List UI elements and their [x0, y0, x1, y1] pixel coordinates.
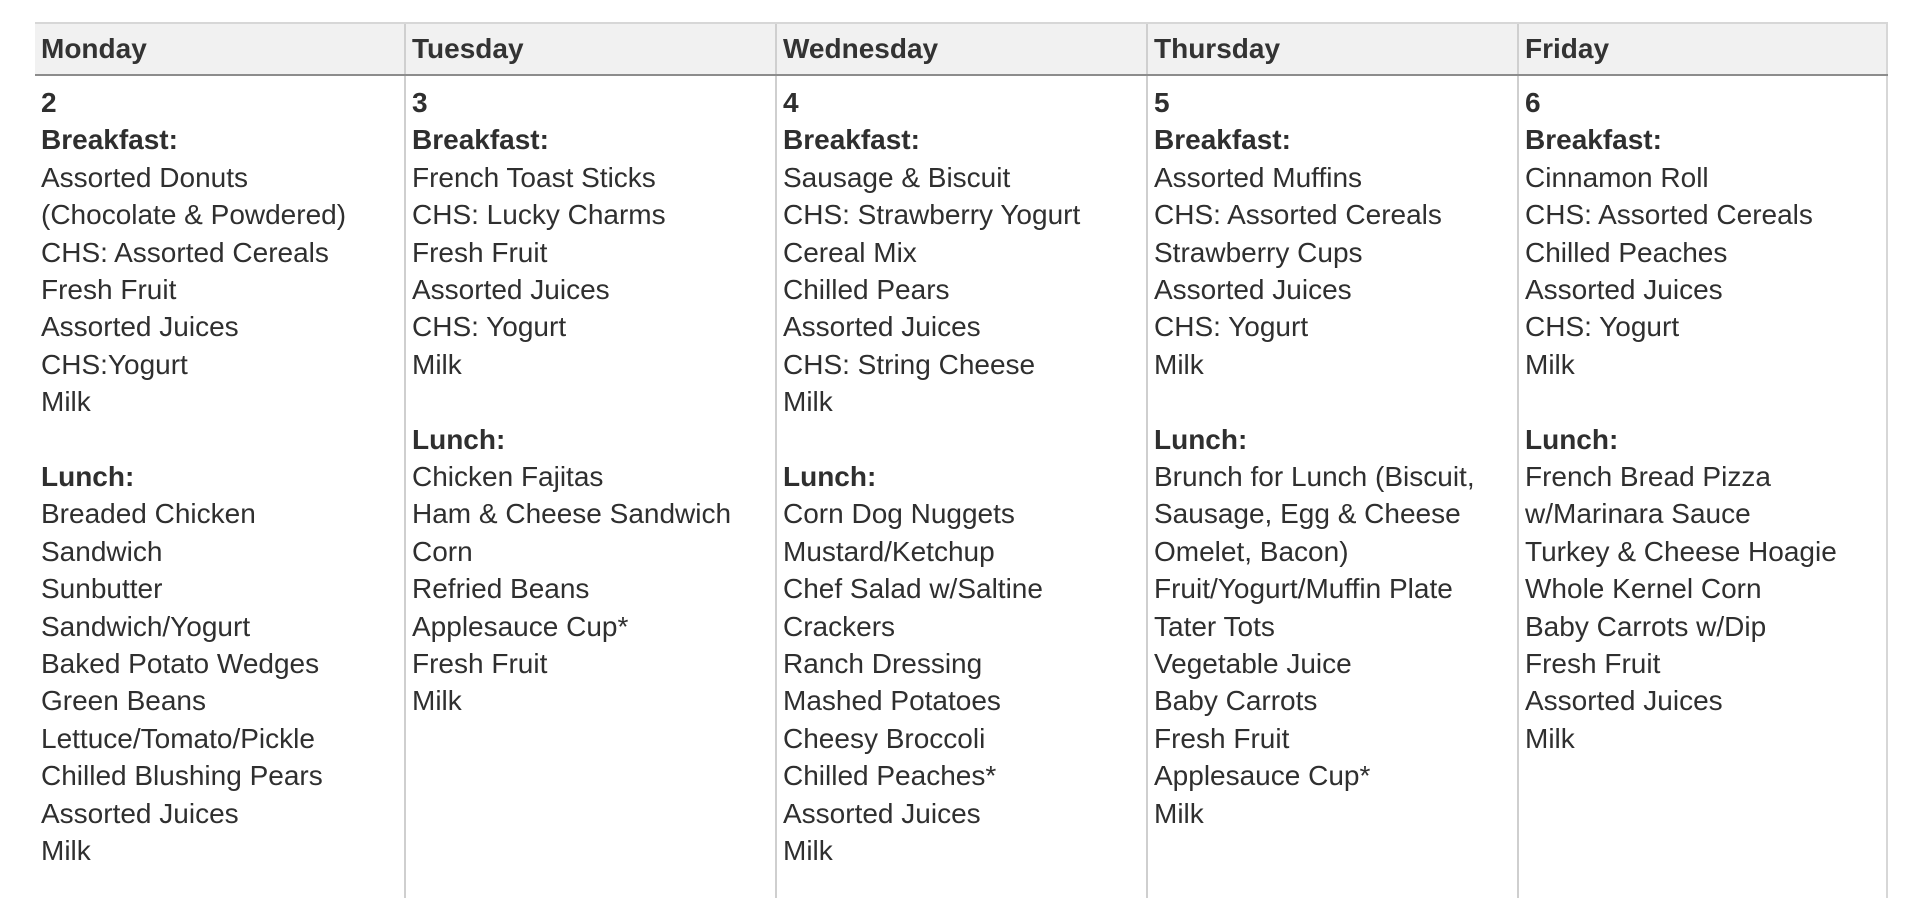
day-cell-monday — [35, 76, 406, 898]
header-wednesday: Wednesday — [777, 24, 1148, 74]
date-number: 6 — [1525, 87, 1541, 118]
breakfast-item: Fresh Fruit — [41, 274, 177, 306]
meal-spacer — [412, 383, 775, 420]
lunch-item: Lettuce/Tomato/Pickle — [41, 722, 315, 754]
breakfast-item: French Toast Sticks — [412, 161, 656, 193]
date-number: 3 — [412, 87, 428, 118]
lunch-item: Chicken Fajitas — [412, 461, 604, 493]
lunch-item: Assorted Juices — [1525, 685, 1723, 717]
day-cell-friday — [1519, 76, 1888, 898]
weekly-menu-table — [35, 22, 1888, 898]
lunch-item: Corn Dog Nuggets — [783, 498, 1015, 530]
date-number: 2 — [41, 87, 57, 118]
breakfast-item: Assorted Juices — [1154, 274, 1352, 306]
lunch-item: Baked Potato Wedges — [41, 648, 320, 680]
breakfast-item: Sausage & Biscuit — [783, 161, 1011, 193]
breakfast-item: CHS: String Cheese — [783, 348, 1036, 380]
breakfast-item: CHS: Lucky Charms — [412, 199, 666, 231]
breakfast-item: Assorted Muffins — [1154, 161, 1363, 193]
lunch-item: Turkey & Cheese Hoagie — [1525, 535, 1837, 567]
lunch-item: Milk — [41, 835, 91, 867]
lunch-label: Lunch: — [41, 461, 135, 493]
breakfast-item: Chilled Peaches — [1525, 236, 1728, 268]
breakfast-item: CHS: Yogurt — [1525, 311, 1680, 343]
lunch-item: Chilled Blushing Pears — [41, 760, 323, 792]
lunch-item: Baby Carrots — [1154, 685, 1318, 717]
breakfast-item: Assorted Juices — [41, 311, 239, 343]
lunch-item: Omelet, Bacon) — [1154, 535, 1349, 567]
lunch-item: Corn — [412, 535, 473, 567]
date-number: 4 — [783, 87, 799, 118]
breakfast-label: Breakfast: — [41, 124, 178, 156]
lunch-item: Applesauce Cup* — [1154, 760, 1371, 792]
breakfast-item: CHS:Yogurt — [41, 348, 188, 380]
meal-spacer — [1525, 383, 1886, 420]
breakfast-item: Milk — [41, 386, 91, 418]
lunch-item: Baby Carrots w/Dip — [1525, 610, 1767, 642]
breakfast-item: CHS: Assorted Cereals — [1525, 199, 1813, 231]
breakfast-item: CHS: Strawberry Yogurt — [783, 199, 1081, 231]
breakfast-item: Milk — [1525, 348, 1575, 380]
header-friday: Friday — [1519, 24, 1888, 74]
breakfast-item: CHS: Yogurt — [412, 311, 567, 343]
weekday-header-row — [35, 24, 1888, 76]
meal-spacer — [1154, 383, 1517, 420]
breakfast-item: Assorted Juices — [1525, 274, 1723, 306]
breakfast-item: CHS: Yogurt — [1154, 311, 1309, 343]
breakfast-item: CHS: Assorted Cereals — [41, 236, 329, 268]
lunch-item: Ranch Dressing — [783, 648, 983, 680]
lunch-item: Milk — [412, 685, 462, 717]
lunch-item: Milk — [1154, 797, 1204, 829]
lunch-item: Sausage, Egg & Cheese — [1154, 498, 1461, 530]
breakfast-label: Breakfast: — [1525, 124, 1662, 156]
header-thursday: Thursday — [1148, 24, 1519, 74]
lunch-item: Applesauce Cup* — [412, 610, 629, 642]
breakfast-label: Breakfast: — [783, 124, 920, 156]
lunch-item: w/Marinara Sauce — [1525, 498, 1751, 530]
breakfast-item: Assorted Donuts — [41, 161, 248, 193]
breakfast-item: Assorted Juices — [783, 311, 981, 343]
lunch-item: French Bread Pizza — [1525, 461, 1771, 493]
lunch-item: Whole Kernel Corn — [1525, 573, 1762, 605]
breakfast-label: Breakfast: — [1154, 124, 1291, 156]
lunch-item: Mustard/Ketchup — [783, 535, 995, 567]
meal-spacer — [41, 421, 404, 458]
lunch-item: Cheesy Broccoli — [783, 722, 986, 754]
lunch-item: Vegetable Juice — [1154, 648, 1352, 680]
breakfast-item: Assorted Juices — [412, 274, 610, 306]
meal-spacer — [783, 421, 1146, 458]
breakfast-item: Cereal Mix — [783, 236, 917, 268]
breakfast-item: CHS: Assorted Cereals — [1154, 199, 1442, 231]
breakfast-label: Breakfast: — [412, 124, 549, 156]
lunch-item: Sandwich/Yogurt — [41, 610, 251, 642]
day-cell-tuesday — [406, 76, 777, 898]
lunch-item: Refried Beans — [412, 573, 590, 605]
lunch-item: Assorted Juices — [783, 797, 981, 829]
day-cell-wednesday — [777, 76, 1148, 898]
header-tuesday: Tuesday — [406, 24, 777, 74]
lunch-item: Fresh Fruit — [412, 648, 548, 680]
lunch-item: Breaded Chicken — [41, 498, 256, 530]
lunch-item: Fresh Fruit — [1154, 722, 1290, 754]
lunch-label: Lunch: — [1525, 423, 1619, 455]
date-number: 5 — [1154, 87, 1170, 118]
day-cell-thursday — [1148, 76, 1519, 898]
lunch-item: Crackers — [783, 610, 896, 642]
breakfast-item: Chilled Pears — [783, 274, 950, 306]
lunch-item: Chef Salad w/Saltine — [783, 573, 1043, 605]
lunch-item: Milk — [783, 835, 833, 867]
breakfast-item: Strawberry Cups — [1154, 236, 1363, 268]
breakfast-item: (Chocolate & Powdered) — [41, 199, 347, 231]
lunch-item: Brunch for Lunch (Biscuit, — [1154, 461, 1475, 493]
lunch-item: Mashed Potatoes — [783, 685, 1001, 717]
lunch-label: Lunch: — [1154, 423, 1248, 455]
lunch-item: Chilled Peaches* — [783, 760, 997, 792]
breakfast-item: Milk — [412, 348, 462, 380]
lunch-item: Green Beans — [41, 685, 206, 717]
lunch-item: Sandwich — [41, 535, 163, 567]
header-monday: Monday — [35, 24, 406, 74]
breakfast-item: Cinnamon Roll — [1525, 161, 1709, 193]
lunch-item: Tater Tots — [1154, 610, 1275, 642]
lunch-item: Fruit/Yogurt/Muffin Plate — [1154, 573, 1453, 605]
lunch-item: Fresh Fruit — [1525, 648, 1661, 680]
lunch-label: Lunch: — [783, 461, 877, 493]
lunch-item: Ham & Cheese Sandwich — [412, 498, 732, 530]
lunch-label: Lunch: — [412, 423, 506, 455]
lunch-item: Assorted Juices — [41, 797, 239, 829]
breakfast-item: Fresh Fruit — [412, 236, 548, 268]
menu-body-row — [35, 76, 1888, 898]
breakfast-item: Milk — [1154, 348, 1204, 380]
lunch-item: Milk — [1525, 722, 1575, 754]
breakfast-item: Milk — [783, 386, 833, 418]
lunch-item: Sunbutter — [41, 573, 163, 605]
